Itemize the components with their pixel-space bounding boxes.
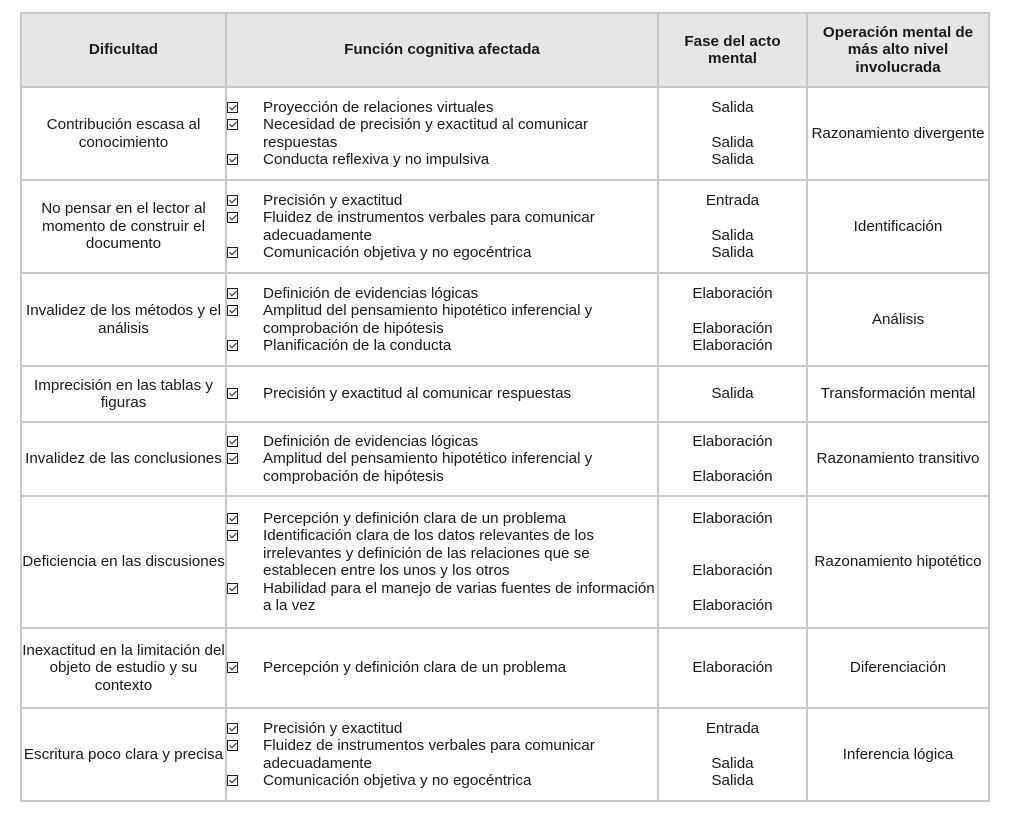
list-item [227,527,657,580]
cell-operacion: Razonamiento transitivo [807,422,989,496]
checkbox-checked-icon [227,305,238,316]
cell-dificultad: Deficiencia en las discusiones [21,496,226,628]
cell-funciones [226,422,658,496]
fase-value [659,545,806,563]
list-item [227,433,657,451]
list-item [227,737,657,772]
cell-operacion: Identificación [807,180,989,273]
checkbox-checked-icon [227,212,238,223]
fase-value: Elaboración [692,319,773,337]
header-operacion: Operación mental de más alto nivel involucrada [807,13,989,87]
fase-value: Elaboración [692,337,773,354]
checkbox-checked-icon [227,662,238,673]
cell-fase [658,628,807,708]
fase-value: Salida [711,244,754,261]
fase-value: Salida [711,385,754,403]
cell-funciones [226,496,658,628]
funcion-text: Percepción y definición clara de un problema [263,659,567,677]
list-item [227,580,657,615]
cell-fase [658,422,807,496]
checkbox-checked-icon [227,740,238,751]
cell-fase [658,708,807,801]
cell-fase [658,180,807,273]
funcion-text: Precisión y exactitud al comunicar respuestas [263,385,572,403]
cell-fase [658,366,807,422]
funcion-text: Percepción y definición clara de un problema [263,509,567,527]
table-row [21,628,989,708]
list-item [227,151,657,169]
list-item [227,192,657,210]
checkbox-checked-icon [227,436,238,447]
cell-dificultad: No pensar en el lector al momento de construir el documento [21,180,226,273]
table-row [21,87,989,180]
cell-operacion: Razonamiento hipotético [807,496,989,628]
funcion-text: Precisión y exactitud [263,719,403,737]
funcion-text: Fluidez de instrumentos verbales para comunicar adecuadamente [263,737,595,772]
cell-dificultad: Contribución escasa al conocimiento [21,87,226,180]
checkbox-checked-icon [227,247,238,258]
funcion-text: Identificación clara de los datos relevantes de los irrelevantes y definición de las relaciones que se establecen entre los unos y los otros [263,527,594,579]
table-row [21,708,989,801]
cell-funciones [226,708,658,801]
checkbox-checked-icon [227,453,238,464]
cell-fase [658,496,807,628]
cell-fase [658,273,807,366]
fase-value [659,737,806,755]
list-item [227,385,657,403]
list-item [227,337,657,355]
cell-operacion: Diferenciación [807,628,989,708]
cell-fase [658,87,807,180]
header-funcion: Función cognitiva afectada [226,13,658,87]
funcion-text: Habilidad para el manejo de varias fuentes de información a la vez [263,579,655,614]
cell-dificultad: Inexactitud en la limitación del objeto de estudio y su contexto [21,628,226,708]
cell-dificultad: Escritura poco clara y precisa [21,708,226,801]
fase-value: Salida [711,772,754,789]
cell-operacion: Razonamiento divergente [807,87,989,180]
cell-dificultad: Imprecisión en las tablas y figuras [21,366,226,422]
list-item [227,302,657,337]
fase-value [659,209,806,227]
table-row [21,496,989,628]
fase-value [659,580,806,598]
table-row [21,180,989,273]
cell-funciones [226,366,658,422]
funcion-text: Proyección de relaciones virtuales [263,98,494,116]
cognitive-functions-table [20,12,990,802]
fase-value: Elaboración [692,284,773,302]
fase-value: Entrada [705,191,760,209]
fase-value: Salida [711,754,754,772]
fase-value [659,116,806,134]
checkbox-checked-icon [227,195,238,206]
checkbox-checked-icon [227,119,238,130]
list-item [227,659,657,677]
funcion-text: Definición de evidencias lógicas [263,432,479,450]
fase-value: Salida [711,133,754,151]
table-row [21,366,989,422]
cell-operacion: Análisis [807,273,989,366]
checkbox-checked-icon [227,288,238,299]
fase-value: Salida [711,151,754,168]
list-item [227,450,657,485]
list-item [227,720,657,738]
cell-dificultad: Invalidez de las conclusiones [21,422,226,496]
checkbox-checked-icon [227,102,238,113]
checkbox-checked-icon [227,775,238,786]
checkbox-checked-icon [227,513,238,524]
cell-funciones [226,628,658,708]
fase-value: Elaboración [692,562,773,579]
fase-value: Elaboración [692,467,773,485]
fase-value: Entrada [705,719,760,737]
funcion-text: Conducta reflexiva y no impulsiva [263,151,490,168]
checkbox-checked-icon [227,340,238,351]
checkbox-checked-icon [227,154,238,165]
list-item [227,209,657,244]
checkbox-checked-icon [227,723,238,734]
fase-value [659,527,806,545]
funcion-text: Necesidad de precisión y exactitud al comunicar respuestas [263,116,589,151]
cell-funciones [226,87,658,180]
checkbox-checked-icon [227,530,238,541]
funcion-text: Planificación de la conducta [263,337,452,354]
table-row [21,422,989,496]
list-item [227,285,657,303]
header-fase: Fase del acto mental [658,13,807,87]
funcion-text: Definición de evidencias lógicas [263,284,479,302]
fase-value: Elaboración [692,597,773,614]
funcion-text: Precisión y exactitud [263,191,403,209]
list-item [227,510,657,528]
funcion-text: Fluidez de instrumentos verbales para comunicar adecuadamente [263,209,595,244]
table-row [21,273,989,366]
list-item [227,244,657,262]
list-item [227,99,657,117]
fase-value: Elaboración [692,659,773,677]
cell-dificultad: Invalidez de los métodos y el análisis [21,273,226,366]
funcion-text: Amplitud del pensamiento hipotético inferencial y comprobación de hipótesis [263,302,593,337]
header-dificultad: Dificultad [21,13,226,87]
funcion-text: Comunicación objetiva y no egocéntrica [263,772,532,789]
cell-funciones [226,180,658,273]
fase-value: Salida [711,98,754,116]
funcion-text: Amplitud del pensamiento hipotético inferencial y comprobación de hipótesis [263,450,593,485]
fase-value: Salida [711,226,754,244]
cell-funciones [226,273,658,366]
table-body [21,87,989,801]
fase-value [659,450,806,468]
cell-operacion: Transformación mental [807,366,989,422]
fase-value [659,302,806,320]
header-row [21,13,989,87]
fase-value: Elaboración [692,432,773,450]
cell-operacion: Inferencia lógica [807,708,989,801]
fase-value: Elaboración [692,509,773,527]
checkbox-checked-icon [227,388,238,399]
list-item [227,772,657,790]
checkbox-checked-icon [227,583,238,594]
funcion-text: Comunicación objetiva y no egocéntrica [263,244,532,261]
list-item [227,116,657,151]
